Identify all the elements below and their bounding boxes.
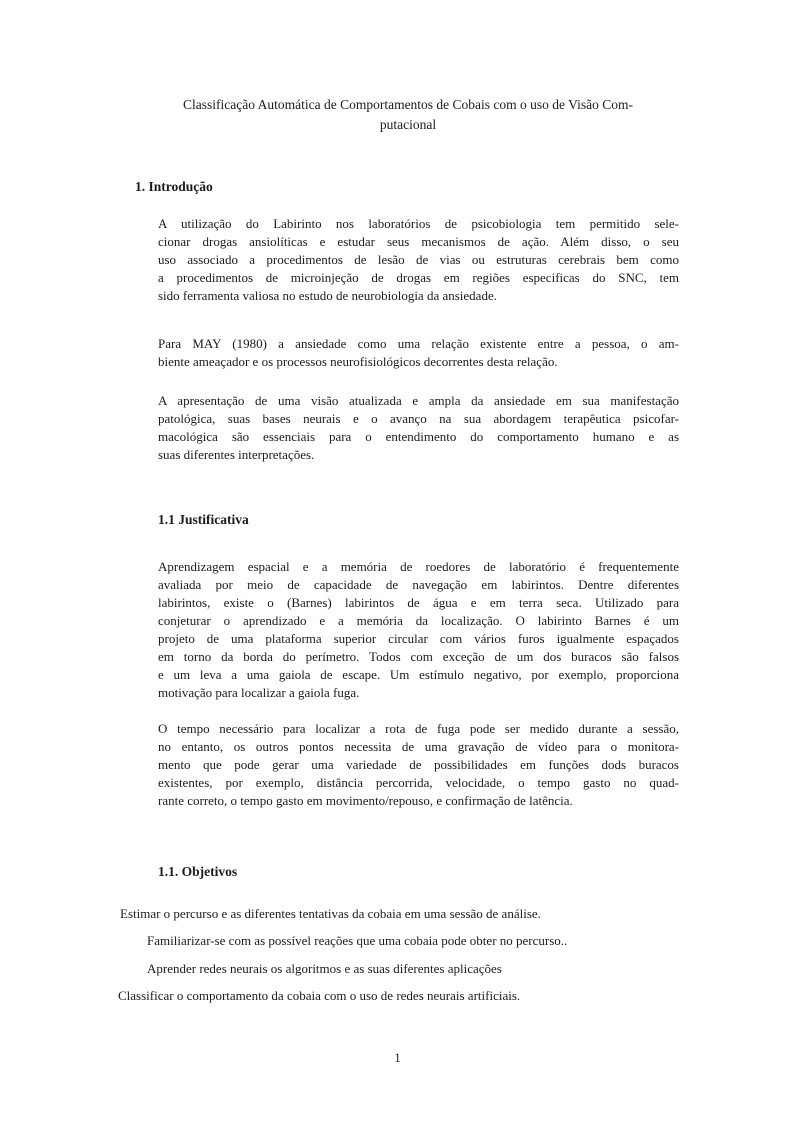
paragraph-line: Aprendizagem espacial e a memória de roedores de laboratório é frequentemente — [158, 559, 679, 574]
paragraph-line: labirintos, existe o (Barnes) labirintos de água e em terra seca. Utilizado para — [158, 595, 679, 610]
paragraph-line: suas diferentes interpretações. — [158, 447, 315, 462]
paragraph-line: cionar drogas ansiolíticas e estudar seus mecanismos de ação. Além disso, o seu — [158, 234, 679, 249]
paragraph-line: rante correto, o tempo gasto em movimento/repouso, e confirmação de latência. — [158, 793, 573, 808]
paragraph-line: no entanto, os outros pontos necessita de uma gravação de vídeo para o monitora- — [158, 739, 679, 754]
paragraph-line: macológica são essenciais para o entendimento do comportamento humano e as — [158, 429, 679, 444]
paragraph-justificativa-1 — [158, 558, 679, 702]
paragraph-intro-2 — [158, 335, 679, 371]
document-title — [128, 95, 688, 135]
paragraph-line: patológica, suas bases neurais e o avanço na sua abordagem terapêutica psicofar- — [158, 411, 679, 426]
paragraph-line: A apresentação de uma visão atualizada e ampla da ansiedade em sua manifestação — [158, 393, 679, 408]
paragraph-line: projeto de uma plataforma superior circular com vários furos igualmente espaçados — [158, 631, 679, 646]
paragraph-line: A utilização do Labirinto nos laboratórios de psicobiologia tem permitido sele- — [158, 216, 679, 231]
document-title-line-1: Classificação Automática de Comportamentos de Cobais com o uso de Visão Com- — [183, 97, 633, 112]
paragraph-line: O tempo necessário para localizar a rota de fuga pode ser medido durante a sessão, — [158, 721, 679, 736]
section-heading-objetivos: 1.1. Objetivos — [158, 864, 238, 879]
paragraph-intro-3 — [158, 392, 679, 464]
section-heading-introducao: 1. Introdução — [135, 179, 213, 194]
paragraph-line: avaliada por meio de capacidade de navegação em labirintos. Dentre diferentes — [158, 577, 679, 592]
objective-item-2: Familiarizar-se com as possível reações que uma cobaia pode obter no percurso.. — [147, 933, 568, 948]
paragraph-line: e um leva a uma gaiola de escape. Um estímulo negativo, por exemplo, proporciona — [158, 667, 679, 682]
document-title-line-2: putacional — [379, 117, 437, 132]
paragraph-justificativa-2 — [158, 720, 679, 810]
objective-item-1: Estimar o percurso e as diferentes tentativas da cobaia em uma sessão de análise. — [120, 906, 541, 921]
paragraph-line: Para MAY (1980) a ansiedade como uma relação existente entre a pessoa, o am- — [158, 336, 679, 351]
section-heading-justificativa: 1.1 Justificativa — [158, 512, 249, 527]
paragraph-line: conjeturar o aprendizado e a memória da localização. O labirinto Barnes é um — [158, 613, 679, 628]
paragraph-line: biente ameaçador e os processos neurofisiológicos decorrentes desta relação. — [158, 354, 558, 369]
objective-item-3: Aprender redes neurais os algoritmos e as suas diferentes aplicações — [147, 961, 502, 976]
paragraph-line: a procedimentos de microinjeção de drogas em regiões especificas do SNC, tem — [158, 270, 679, 285]
paragraph-line: mento que pode gerar uma variedade de possibilidades em funções dods buracos — [158, 757, 679, 772]
paragraph-line: motivação para localizar a gaiola fuga. — [158, 685, 360, 700]
page-number: 1 — [394, 1050, 401, 1065]
paragraph-line: sido ferramenta valiosa no estudo de neurobiologia da ansiedade. — [158, 288, 497, 303]
paragraph-line: em torno da borda do perímetro. Todos com exceção de um dos buracos são falsos — [158, 649, 679, 664]
paragraph-line: uso associado a procedimentos de lesão de vias ou estruturas cerebrais bem como — [158, 252, 679, 267]
paragraph-intro-1 — [158, 215, 679, 305]
paragraph-line: existentes, por exemplo, distância percorrida, velocidade, o tempo gasto no quad- — [158, 775, 679, 790]
objective-item-4: Classificar o comportamento da cobaia com o uso de redes neurais artificiais. — [118, 988, 521, 1003]
